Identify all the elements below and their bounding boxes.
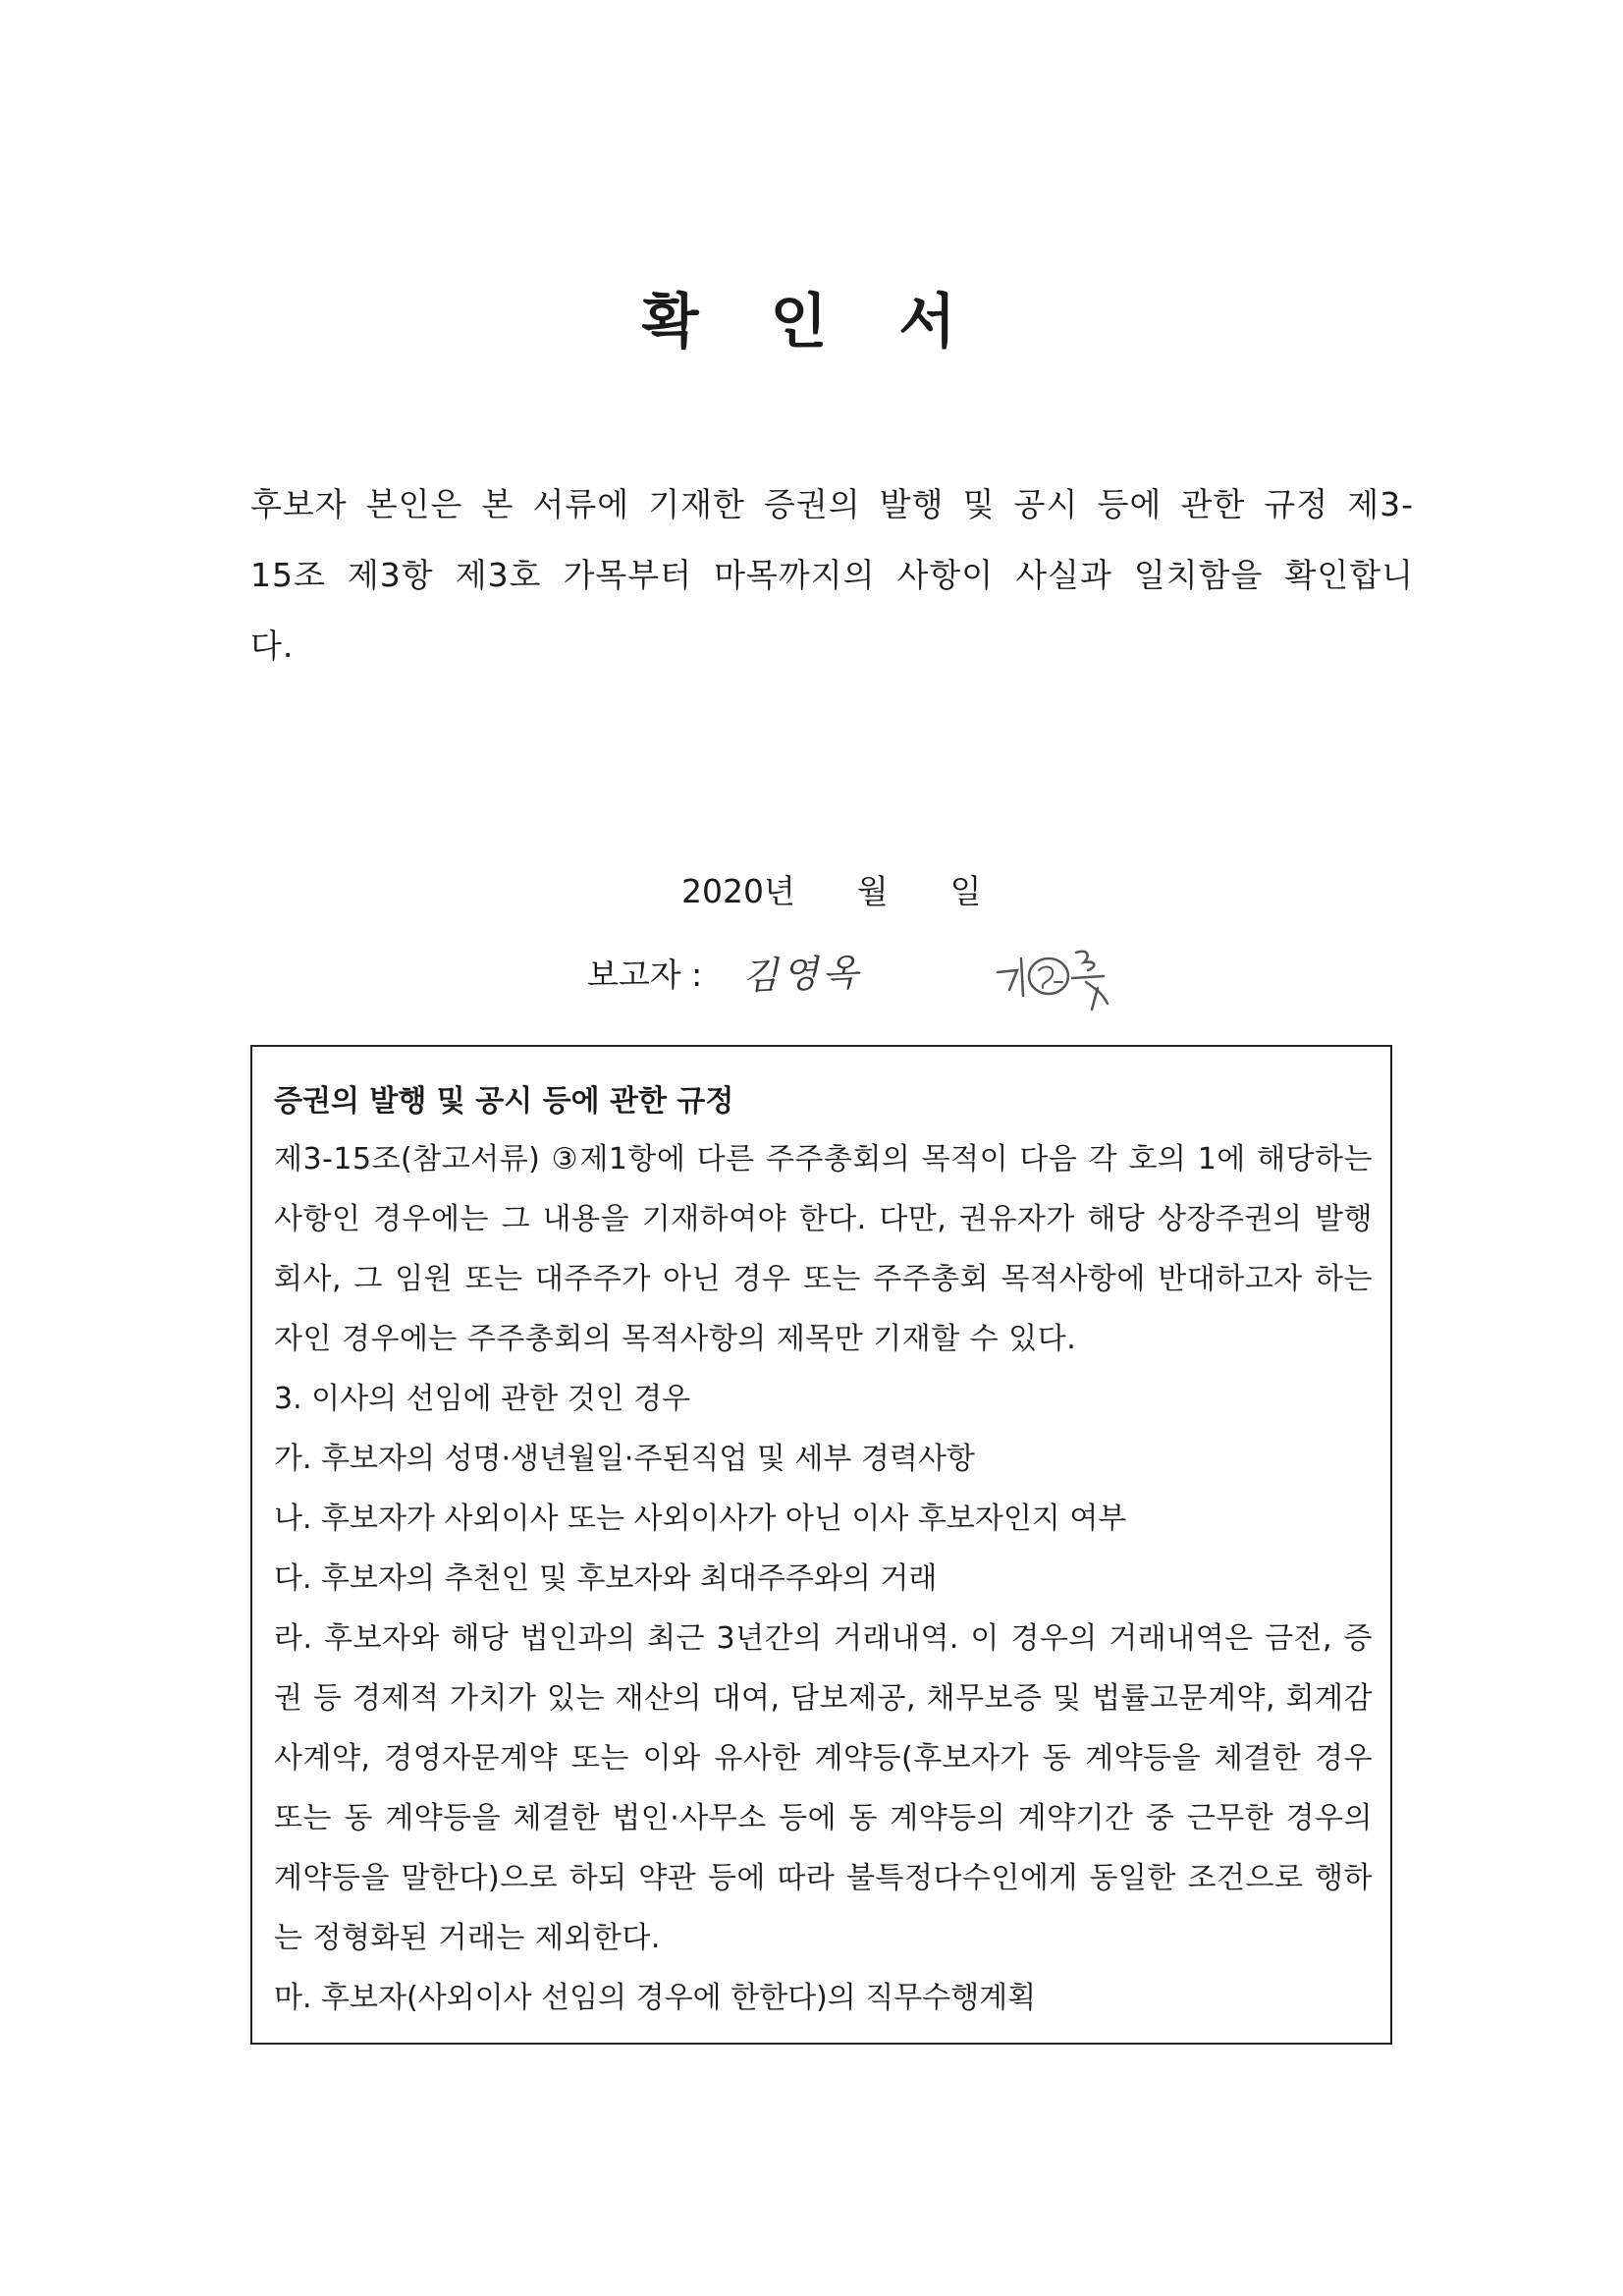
document-title: 확 인 서: [641, 288, 982, 356]
regulation-item-ra: 라. 후보자와 해당 법인과의 최근 3년간의 거래내역. 이 경우의 거래내역은 금전, 증권 등 경제적 가치가 있는 재산의 대여, 담보제공, 채무보증 및 법률고문계약, 회계감사계약, 경영자문계약 또는 이와 유사한 계약등(후보자가 동 계약등을 체결한 경우 또는 동 계약등을 체결한 법인·사무소 등에 동 계약등의 계약기간 중 근무한 경우의 계약등을 말한다)으로 하되 약관 등에 따라 불특정다수인에게 동일한 조건으로 행하는 정형화된 거래는 제외한다.: [274, 1621, 1373, 1955]
regulation-item-3: 3. 이사의 선임에 관한 것인 경우: [274, 1382, 691, 1416]
date-line: 2020년 월 일: [681, 872, 982, 910]
regulation-item-na: 나. 후보자가 사외이사 또는 사외이사가 아닌 이사 후보자인지 여부: [274, 1502, 1127, 1536]
regulation-item-ma: 마. 후보자(사외이사 선임의 경우에 한한다)의 직무수행계획: [274, 1981, 1037, 2015]
reporter-label: 보고자 :: [587, 956, 703, 994]
regulation-box: [250, 1045, 1392, 2045]
signature-mark: [988, 931, 1125, 1019]
regulation-title: 증권의 발행 및 공시 등에 관한 규정: [274, 1084, 734, 1119]
reporter-handwritten-name: 김영옥: [741, 950, 863, 999]
regulation-intro: 제3-15조(참고서류) ③제1항에 다른 주주총회의 목적이 다음 각 호의 1에 해당하는 사항인 경우에는 그 내용을 기재하여야 한다. 다만, 권유자가 해당 상장주권의 발행회사, 그 임원 또는 대주주가 아닌 경우 또는 주주총회 목적사항에 반대하고자 하는 자인 경우에는 주주총회의 목적사항의 제목만 기재할 수 있다.: [274, 1142, 1373, 1356]
confirmation-statement: 후보자 본인은 본 서류에 기재한 증권의 발행 및 공시 등에 관한 규정 제3-15조 제3항 제3호 가목부터 마목까지의 사항이 사실과 일치함을 확인합니다.: [250, 485, 1414, 665]
regulation-item-ga: 가. 후보자의 성명·생년월일·주된직업 및 세부 경력사항: [274, 1442, 975, 1476]
regulation-item-da: 다. 후보자의 추천인 및 후보자와 최대주주와의 거래: [274, 1561, 938, 1596]
reporter-block: [587, 945, 1137, 1023]
